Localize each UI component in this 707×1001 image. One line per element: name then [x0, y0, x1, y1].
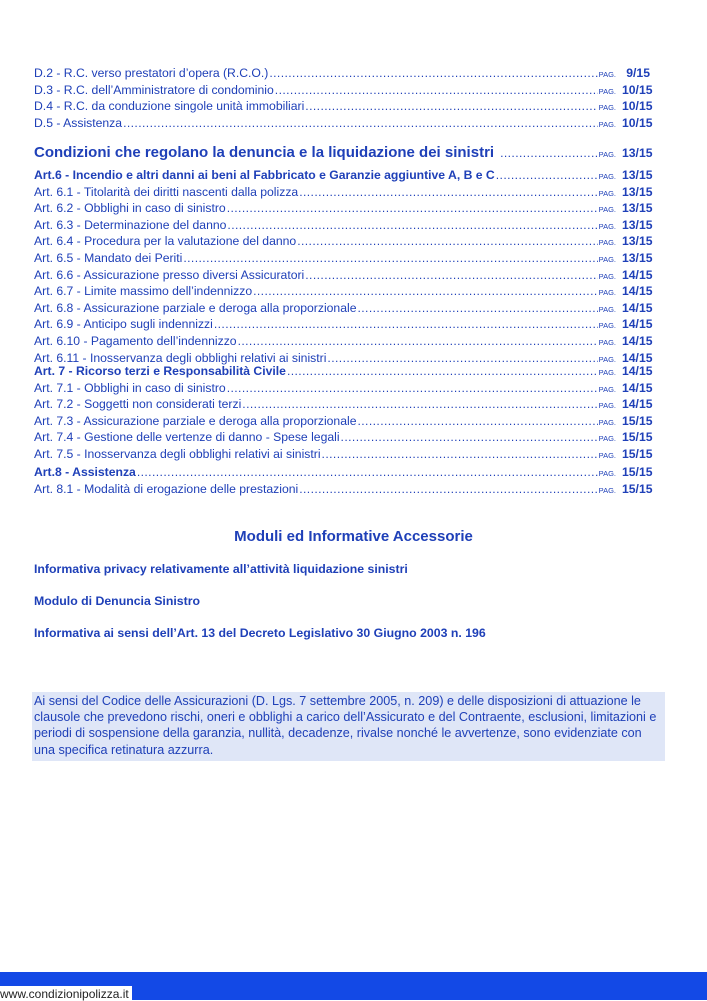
pag-label: PAG. [598, 188, 616, 198]
pag-label: PAG. [598, 254, 616, 264]
toc-entry [34, 481, 653, 499]
leader-dots [357, 301, 597, 317]
toc-entry [34, 430, 653, 447]
pag-label: PAG. [598, 288, 616, 298]
leader-dots [322, 447, 598, 463]
modules-heading: Moduli ed Informative Accessorie [234, 528, 473, 545]
toc-entry [34, 284, 653, 301]
toc-entry [34, 234, 653, 251]
pag-label: PAG. [598, 205, 616, 215]
toc-entry-label: Art. 7 - Ricorso terzi e Responsabilità Civile [34, 364, 286, 378]
pag-label: PAG. [598, 172, 616, 181]
pag-label: PAG. [598, 337, 616, 347]
page-number: 15/15 [622, 446, 653, 461]
toc-entry-label: D.4 - R.C. da conduzione singole unità immobiliari [34, 99, 305, 114]
pag-label: PAG. [598, 321, 616, 331]
toc-entry-label: Art. 6.2 - Obblighi in caso di sinistro [34, 201, 226, 216]
section-title: Condizioni che regolano la denuncia e la liquidazione dei sinistri [34, 144, 495, 161]
page-number: 13/15 [622, 250, 653, 265]
pag-label: PAG. [598, 368, 616, 377]
leader-dots [183, 251, 597, 267]
pag-label: PAG. [598, 434, 616, 444]
pag-label: PAG. [598, 103, 616, 113]
pag-label: PAG. [598, 150, 616, 159]
toc-entry-label: Art. 7.4 - Gestione delle vertenze di danno - Spese legali [34, 430, 340, 445]
leader-dots [275, 83, 598, 99]
toc-entry [34, 300, 653, 318]
leader-dots [227, 381, 598, 397]
leader-dots [227, 218, 597, 234]
pag-label: PAG. [598, 354, 616, 364]
toc-entry-label: Art.6 - Incendio e altri danni ai beni al Fabbricato e Garanzie aggiuntive A, B e C [34, 168, 495, 182]
page-number: 13/15 [622, 168, 653, 182]
toc-entry-label: D.5 - Assistenza [34, 115, 123, 130]
toc-entry [34, 115, 653, 133]
pag-label: PAG. [598, 271, 616, 281]
page-number: 13/15 [622, 184, 653, 199]
pag-label: PAG. [598, 304, 616, 314]
toc-entry [34, 446, 653, 464]
leader-dots [496, 168, 598, 184]
leader-dots [500, 146, 598, 162]
leader-dots [299, 185, 597, 201]
toc-entry [34, 413, 653, 431]
page-number: 10/15 [622, 82, 653, 97]
toc-entry-label: Art. 6.10 - Pagamento dell’indennizzo [34, 333, 237, 348]
leader-dots [305, 268, 597, 284]
toc-entry-label: D.2 - R.C. verso prestatori d’opera (R.C.O.) [34, 66, 269, 80]
page-number: 15/15 [622, 430, 653, 445]
toc-entry-label: Art.8 - Assistenza [34, 465, 136, 479]
leader-dots [287, 364, 598, 380]
toc-entry [34, 364, 653, 381]
toc-group-art8 [34, 465, 653, 498]
leader-dots [123, 116, 598, 132]
module-claim-form: Modulo di Denuncia Sinistro [34, 594, 201, 608]
leader-dots [253, 284, 598, 300]
pag-label: PAG. [598, 221, 616, 231]
pag-label: PAG. [598, 86, 616, 96]
footer-url[interactable]: www.condizionipolizza.it [0, 986, 132, 1001]
toc-entry [34, 380, 653, 398]
toc-group-art7 [34, 364, 653, 464]
toc-entry [34, 465, 653, 482]
page-number: 15/15 [622, 481, 653, 496]
pag-label: PAG. [598, 417, 616, 427]
toc-entry [34, 99, 653, 116]
module-privacy: Informativa privacy relativamente all’attività liquidazione sinistri [34, 562, 408, 576]
page-number: 14/15 [622, 267, 653, 282]
leader-dots [297, 234, 597, 250]
pag-label: PAG. [598, 401, 616, 411]
leader-dots [299, 482, 597, 498]
leader-dots [341, 430, 598, 446]
leader-dots [269, 66, 597, 82]
toc-entry-label: Art. 6.9 - Anticipo sugli indennizzi [34, 317, 213, 332]
pag-label: PAG. [598, 70, 616, 79]
toc-group-d [34, 66, 653, 132]
toc-entry [34, 333, 653, 351]
page-number: 13/15 [622, 217, 653, 232]
toc-entry [34, 250, 653, 268]
leader-dots [214, 317, 598, 333]
page-number: 10/15 [622, 115, 653, 130]
page-number: 14/15 [622, 364, 653, 378]
page-number: 14/15 [622, 284, 653, 299]
toc-entry-label: Art. 6.8 - Assicurazione parziale e deroga alla proporzionale [34, 300, 357, 315]
pag-label: PAG. [598, 384, 616, 394]
leader-dots [357, 414, 597, 430]
leader-dots [305, 99, 597, 115]
toc-entry [34, 201, 653, 218]
toc-entry [34, 66, 650, 83]
toc-group-art6 [34, 168, 653, 367]
toc-entry-label: Art. 7.2 - Soggetti non considerati terzi [34, 397, 242, 412]
page-number: 14/15 [622, 380, 653, 395]
toc-entry [34, 82, 653, 100]
leader-dots [242, 397, 597, 413]
page-number: 13/15 [622, 146, 653, 160]
pag-label: PAG. [598, 450, 616, 460]
module-decree-info: Informativa ai sensi dell’Art. 13 del Decreto Legislativo 30 Giugno 2003 n. 196 [34, 626, 486, 640]
page-number: 9/15 [626, 66, 650, 80]
toc-section [34, 144, 653, 163]
toc-entry-label: Art. 7.1 - Obblighi in caso di sinistro [34, 380, 226, 395]
leader-dots [238, 334, 598, 350]
toc-section-entry [34, 144, 653, 163]
pag-label: PAG. [598, 485, 616, 495]
toc-entry [34, 168, 653, 185]
toc-entry-label: Art. 6.1 - Titolarità dei diritti nascenti dalla polizza [34, 184, 299, 199]
leader-dots [137, 465, 598, 481]
page-number: 14/15 [622, 350, 653, 365]
page-number: 14/15 [622, 317, 653, 332]
page-number: 14/15 [622, 300, 653, 315]
toc-entry-label: Art. 6.6 - Assicurazione presso diversi Assicuratori [34, 267, 305, 282]
pag-label: PAG. [598, 238, 616, 248]
toc-entry-label: Art. 7.5 - Inosservanza degli obblighi relativi ai sinistri [34, 446, 321, 461]
page-number: 15/15 [622, 465, 653, 479]
toc-entry [34, 267, 653, 285]
toc-entry-label: Art. 6.3 - Determinazione del danno [34, 217, 227, 232]
page-number: 10/15 [622, 99, 653, 114]
page-number: 13/15 [622, 201, 653, 216]
page-number: 13/15 [622, 234, 653, 249]
page-number: 15/15 [622, 413, 653, 428]
toc-entry-label: Art. 6.4 - Procedura per la valutazione del danno [34, 234, 297, 249]
pag-label: PAG. [598, 119, 616, 129]
toc-entry [34, 184, 653, 202]
toc-entry-label: D.3 - R.C. dell’Amministratore di condominio [34, 82, 274, 97]
toc-entry [34, 317, 653, 334]
toc-entry [34, 397, 653, 414]
toc-entry-label: Art. 6.7 - Limite massimo dell’indennizzo [34, 284, 253, 299]
highlighted-notice: Ai sensi del Codice delle Assicurazioni (D. Lgs. 7 settembre 2005, n. 209) e delle disposizioni di attuazione le clausole che prevedono rischi, oneri e obblighi a carico dell’Assicurato e del Contraente, esclusioni, limitazioni e periodi di sospensione della garanzia, nullità, decadenze, rivalse nonché le avvertenze, sono evidenziate con una specifica retinatura azzurra. [32, 692, 665, 761]
toc-entry-label: Art. 8.1 - Modalità di erogazione delle prestazioni [34, 481, 299, 496]
toc-entry [34, 217, 653, 235]
page-number: 14/15 [622, 397, 653, 412]
page-number: 14/15 [622, 333, 653, 348]
toc-entry-label: Art. 6.5 - Mandato dei Periti [34, 250, 183, 265]
pag-label: PAG. [598, 469, 616, 478]
leader-dots [227, 201, 598, 217]
toc-entry-label: Art. 7.3 - Assicurazione parziale e deroga alla proporzionale [34, 413, 357, 428]
toc-entry-label: Art. 6.11 - Inosservanza degli obblighi relativi ai sinistri [34, 350, 327, 365]
